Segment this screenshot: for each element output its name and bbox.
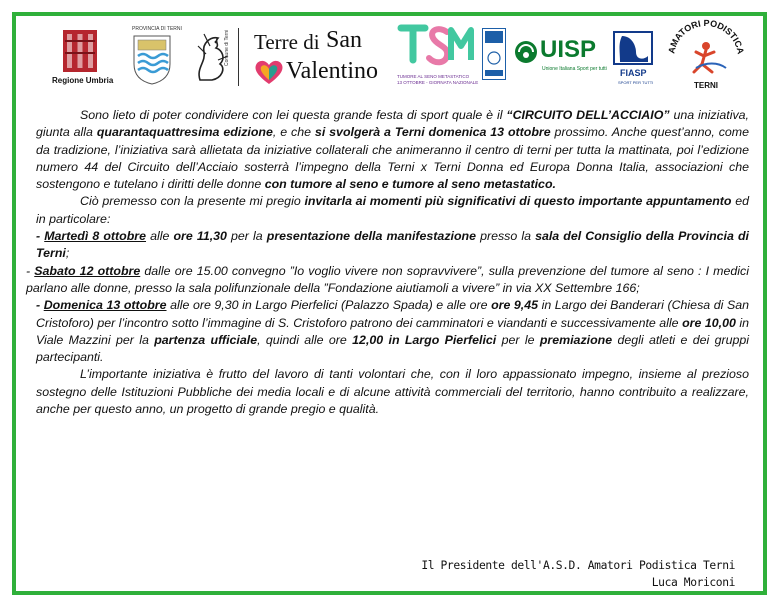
signature-block (421, 557, 735, 591)
text-segment: in Largo dei Banderari (Chiesa di San Cristoforo) per l’incontro sotto l’immagine di S. Cristoforo patrono dei camminatori e viandanti e successivamente alle (36, 298, 749, 330)
amatori-podistica-logo-icon (666, 18, 746, 96)
text-segment: , quindi alle ore (257, 332, 353, 347)
uisp-logo (514, 36, 607, 82)
regione-umbria-emblem-icon (63, 30, 97, 72)
text-segment: - (26, 263, 35, 278)
text-segment: alle ore 9,30 in Largo Pierfelici (Palazzo Spada) e alle ore (166, 298, 492, 313)
san-text: San (326, 27, 362, 53)
san-valentino-heart-icon (254, 58, 284, 86)
amatori-podistica-logo (666, 18, 746, 96)
text-segment: si svolgerà a Terni domenica 13 ottobre (314, 125, 551, 140)
terre-di-text: Terre di (254, 30, 320, 54)
text-segment: - (36, 298, 44, 313)
text-segment: Sabato 12 ottobre (34, 263, 141, 278)
text-segment: presso la (475, 229, 536, 244)
text-segment: una iniziativa, giunta alla (36, 108, 749, 140)
text-segment: ore 9,45 (491, 298, 539, 313)
text-segment: per la (226, 229, 267, 244)
amatori-arc-text: AMATORI PODISTICA (666, 18, 746, 55)
tsm-sub-caption: 13 OTTOBRE - GIORNATA NAZIONALE (397, 80, 479, 85)
text-segment: prossimo. Anche quest’anno, come da tradizione, l’iniziativa sarà allietata da iniziative collaterali che animeranno il centro di terni per tutta la mattinata, poi l’edizione numero 44 del Circuito dell’Acciaio sosterrà l’impegno della Terni x Terni Donna ed Europa Donna Italia, associazioni che sostengono e tutelano i diritti delle donne (36, 125, 750, 192)
logo-header (16, 16, 763, 96)
amatori-city-text: TERNI (694, 81, 718, 90)
fiasp-logo (608, 28, 660, 88)
comune-terni-divider (238, 28, 239, 86)
comune-terni-logo (192, 26, 242, 88)
europa-donna-logo (482, 28, 508, 84)
text-segment: quarantaquattresima edizione (96, 125, 273, 140)
uisp-logo-icon (514, 40, 538, 64)
uisp-text: UISP (540, 36, 597, 63)
text-segment: alle (146, 229, 174, 244)
paragraph-martedi (36, 228, 749, 263)
text-segment: - (36, 229, 45, 244)
text-segment: invitarla ai momenti più significativi di questo importante appuntamento (304, 194, 732, 209)
uisp-subtitle: Unione Italiana Sport per tutti (542, 66, 607, 72)
text-segment: con tumore al seno e tumore al seno metastatico. (264, 177, 556, 192)
provincia-terni-logo (130, 26, 182, 88)
text-segment: ore 10,00 (682, 315, 736, 330)
paragraph-invitation (36, 193, 749, 228)
europa-donna-logo-icon (482, 28, 506, 80)
fiasp-foot-logo-icon (610, 28, 656, 68)
signature-title: Il Presidente dell'A.S.D. Amatori Podistica Terni (421, 559, 735, 572)
paragraph-sabato (26, 263, 749, 298)
terre-san-valentino-logo (254, 24, 386, 90)
valentino-text: Valentino (286, 58, 378, 84)
text-segment: dalle ore 15.00 convegno ”Io voglio vivere non sopravvivere”, sulla prevenzione del tumore al seno : I medici parlano alle donne, presso la sala polifunzionale della ”Fondazione aiutiamoli a vivere” in via XX Settembre 166; (26, 263, 749, 295)
letter-body (26, 107, 750, 418)
text-segment: , e che (272, 125, 315, 140)
text-segment: ed in particolare: (36, 194, 749, 226)
text-segment: per le (496, 332, 540, 347)
text-segment: L’importante iniziativa è frutto del lavoro di tanti volontari che, con il loro appassionato impegno, insieme al prezioso sostegno delle Istituzioni Pubbliche dei media locali e di alcune attività commerciali del territorio, hanno contribuito a realizzare, anche per questo anno, un progetto di grande pregio e qualità. (36, 367, 749, 417)
text-segment: Martedì 8 ottobre (44, 229, 147, 244)
text-segment: sala del Consiglio della Provincia di Terni (36, 229, 749, 261)
provincia-terni-crest-icon (132, 34, 172, 86)
regione-umbria-caption: Regione Umbria (52, 76, 114, 85)
text-segment: 12,00 in Largo Pierfelici (352, 332, 497, 347)
fiasp-subtitle: SPORT PER TUTTI (618, 80, 654, 85)
text-segment: Ciò premesso con la presente mi pregio (80, 194, 305, 209)
document-frame (12, 12, 767, 595)
text-segment: in Viale Mazzini per la (36, 315, 749, 347)
fiasp-text: FIASP (620, 68, 647, 78)
text-segment: Domenica 13 ottobre (43, 298, 167, 313)
text-segment: “CIRCUITO DELL’ACCIAIO” (506, 108, 670, 122)
tsm-caption: TUMORE AL SENO METASTATICO (397, 74, 470, 79)
paragraph-closing (36, 366, 749, 418)
signature-name: Luca Moriconi (651, 576, 735, 589)
tsm-ribbon-icon (395, 24, 475, 72)
regione-umbria-logo (52, 30, 112, 85)
text-segment: ; (65, 246, 70, 261)
text-segment: ore 11,30 (173, 229, 227, 244)
text-segment: Sono lieto di poter condividere con lei questa grande festa di sport quale è il (80, 108, 507, 122)
tsm-logo (395, 24, 477, 90)
text-segment: premiazione (539, 332, 613, 347)
paragraph-intro (36, 107, 749, 193)
provincia-terni-caption: PROVINCIA DI TERNI (132, 26, 182, 32)
text-segment: degli atleti e dei gruppi partecipanti. (36, 332, 750, 365)
text-segment: partenza ufficiale (154, 332, 258, 347)
comune-terni-caption: Comune di Terni (224, 29, 230, 66)
paragraph-domenica (36, 297, 749, 366)
text-segment: presentazione della manifestazione (266, 229, 476, 244)
